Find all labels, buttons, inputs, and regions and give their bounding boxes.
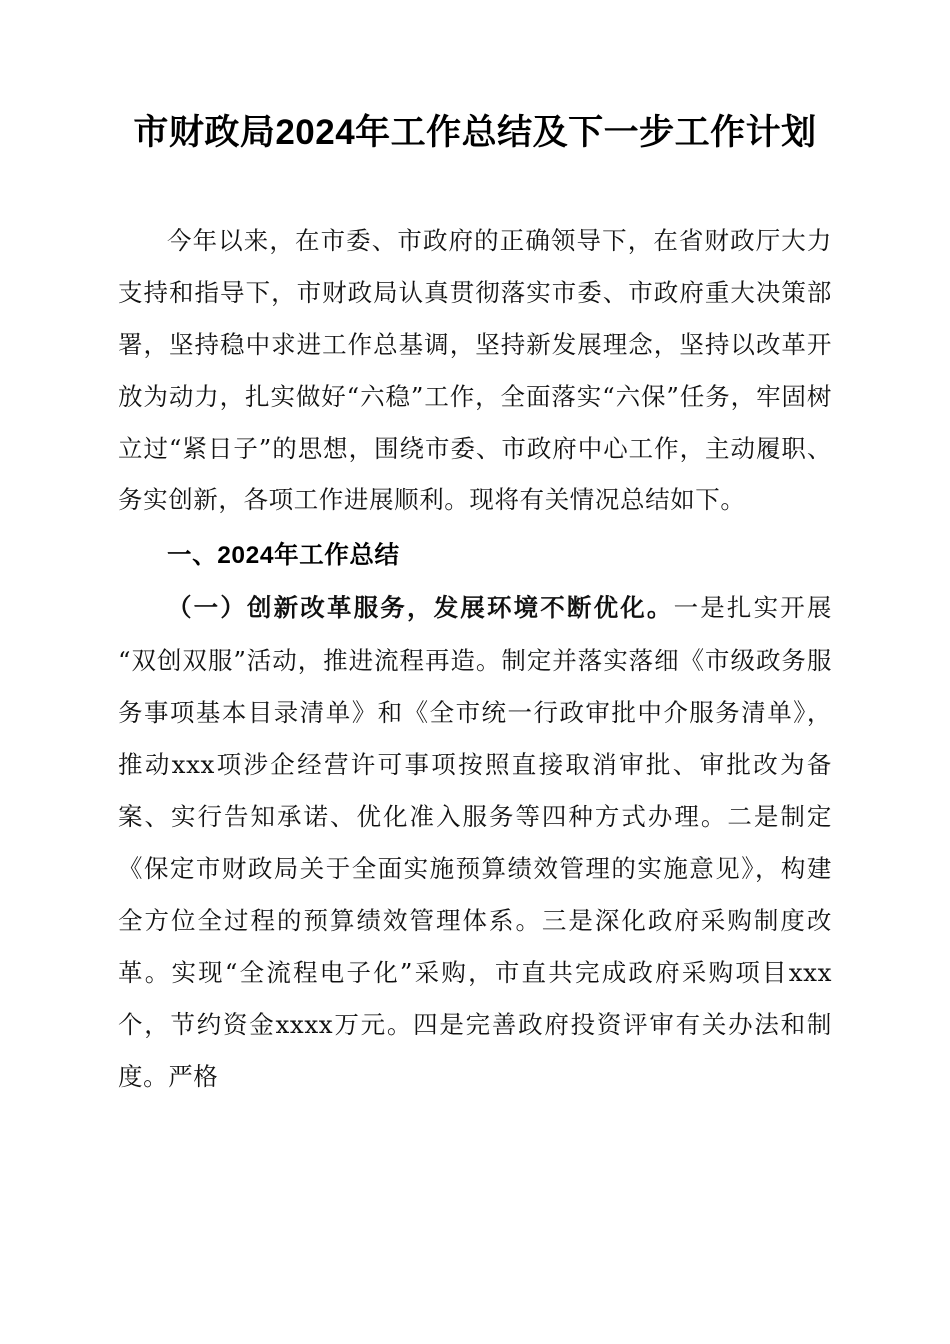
subsection-body: 一是扎实开展“双创双服”活动，推进流程再造。制定并落实落细《市级政务服务事项基本目录清单》和《全市统一行政审批中介服务清单》，推动xxx项涉企经营许可事项按照直接取消审批、审批改为备案、实行告知承诺、优化准入服务等四种方式办理。二是制定《保定市财政局关于全面实施预算绩效管理的实施意见》，构建全方位全过程的预算绩效管理体系。三是深化政府采购制度改革。实现“全流程电子化”采购，市直共完成政府采购项目xxx个，节约资金xxxx万元。四是完善政府投资评审有关办法和制度。严格	[118, 593, 832, 1091]
subsection-lead: （一）创新改革服务，发展环境不断优化。	[167, 595, 674, 623]
subsection-paragraph	[118, 582, 832, 1102]
section-heading: 一、2024年工作总结	[167, 542, 400, 570]
page-title: 市财政局2024年工作总结及下一步工作计划	[133, 113, 817, 152]
intro-paragraph: 今年以来，在市委、市政府的正确领导下，在省财政厅大力支持和指导下，市财政局认真贯彻落实市委、市政府重大决策部署，坚持稳中求进工作总基调，坚持新发展理念，坚持以改革开放为动力，扎实做好“六稳”工作，全面落实“六保”任务，牢固树立过“紧日子”的思想，围绕市委、市政府中心工作，主动履职、务实创新，各项工作进展顺利。现将有关情况总结如下。	[118, 225, 832, 515]
